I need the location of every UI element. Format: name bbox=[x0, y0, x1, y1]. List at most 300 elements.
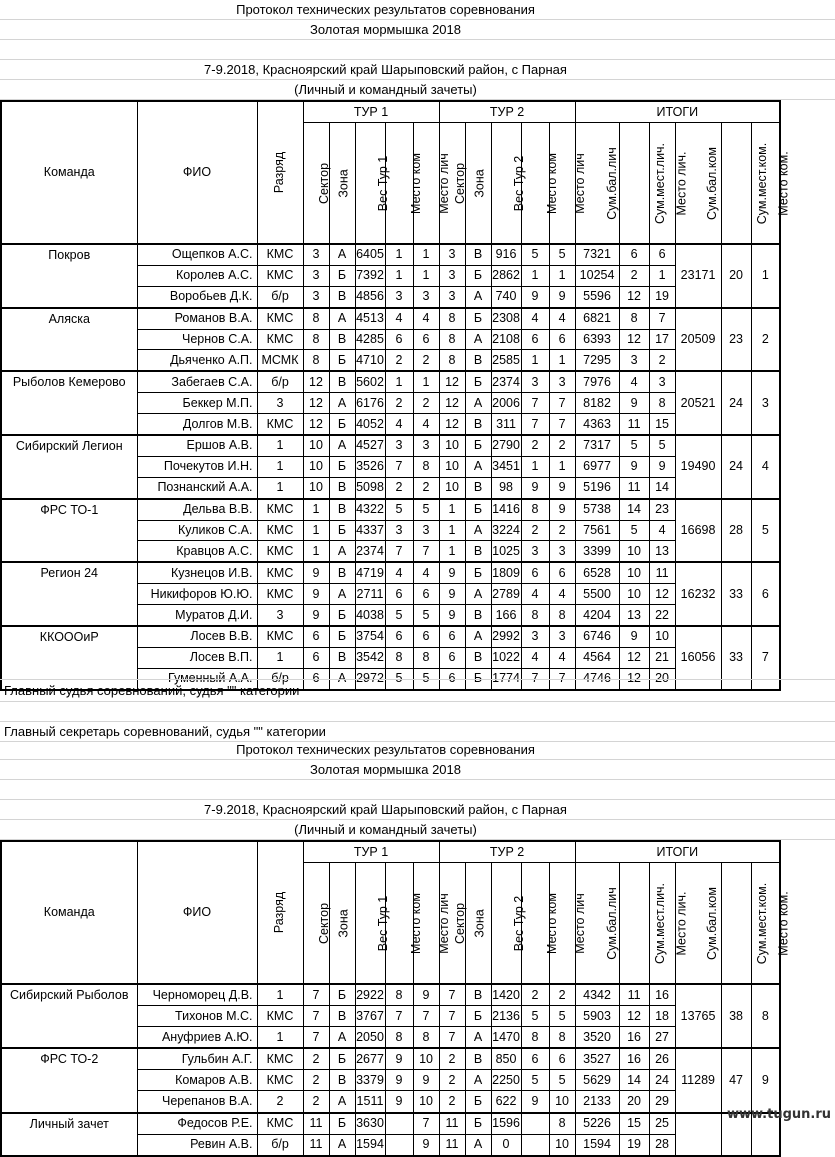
cell-value: 8 bbox=[521, 605, 549, 626]
team-sum-place: 47 bbox=[721, 1048, 751, 1112]
cell-value: 11 bbox=[303, 1134, 329, 1156]
participant-row bbox=[1, 308, 780, 329]
cell-value: 16 bbox=[619, 1048, 649, 1070]
subcol-header: Сум.мест.ком. bbox=[721, 863, 751, 985]
cell-value: 7 bbox=[303, 984, 329, 1006]
cell-value: 6 bbox=[439, 626, 465, 647]
cell-value: 10 bbox=[439, 477, 465, 498]
team-name: ФРС ТО-2 bbox=[1, 1048, 137, 1112]
subcol-header: Место лич bbox=[413, 863, 439, 985]
cell-value: 6 bbox=[549, 1048, 575, 1070]
cell-value: 4038 bbox=[355, 605, 385, 626]
team-sum-score: 16232 bbox=[675, 562, 721, 626]
team-sum-place: 38 bbox=[721, 984, 751, 1048]
protocol-title: Протокол технических результатов соревнования bbox=[236, 2, 535, 17]
participant-row bbox=[1, 562, 780, 583]
cell-value bbox=[521, 1134, 549, 1156]
cell-value: 7 bbox=[521, 393, 549, 414]
cell-value: 4285 bbox=[355, 329, 385, 350]
cell-value: 3 bbox=[385, 286, 413, 307]
participant-name: Беккер М.П. bbox=[137, 393, 257, 414]
cell-value: 4204 bbox=[575, 605, 619, 626]
cell-value: 3 bbox=[549, 541, 575, 562]
cell-value: 4052 bbox=[355, 414, 385, 435]
cell-value: 12 bbox=[439, 371, 465, 392]
cell-value: 12 bbox=[619, 329, 649, 350]
cell-value: 6176 bbox=[355, 393, 385, 414]
cell-value: 1 bbox=[439, 499, 465, 520]
cell-value: 4 bbox=[413, 562, 439, 583]
subcol-header: Сум.мест.лич. bbox=[619, 863, 649, 985]
cell-value: 5 bbox=[549, 1070, 575, 1091]
cell-value: 6 bbox=[413, 584, 439, 605]
tour1-header: ТУР 1 bbox=[303, 841, 439, 863]
participant-name: Гульбин А.Г. bbox=[137, 1048, 257, 1070]
cell-value: 5 bbox=[549, 1006, 575, 1027]
subcol-header: Место лич bbox=[549, 863, 575, 985]
cell-value: 9 bbox=[549, 286, 575, 307]
cell-value: 7 bbox=[521, 668, 549, 689]
participant-name: Дельва В.В. bbox=[137, 499, 257, 520]
subcol-header: Место лич. bbox=[649, 863, 675, 985]
subcol-header: Сектор bbox=[303, 123, 329, 245]
cell-value: 13 bbox=[649, 541, 675, 562]
cell-value: 24 bbox=[649, 1070, 675, 1091]
chief-judge-line: Главный судья соревнований, судья "" категории bbox=[4, 683, 300, 698]
subcol-header: Зона bbox=[465, 123, 491, 245]
participant-name: Долгов М.В. bbox=[137, 414, 257, 435]
cell-value: 1 bbox=[257, 984, 303, 1006]
cell-value: 11 bbox=[619, 477, 649, 498]
cell-value: 3 bbox=[303, 265, 329, 286]
secretary-row bbox=[0, 722, 835, 742]
title-row-1b bbox=[0, 740, 835, 760]
cell-value: 3 bbox=[521, 541, 549, 562]
cell-value: КМС bbox=[257, 1070, 303, 1091]
site-watermark: www.tugun.ru bbox=[726, 1107, 831, 1122]
cell-value: А bbox=[329, 1091, 355, 1113]
cell-value: 11 bbox=[649, 562, 675, 583]
cell-value: 166 bbox=[491, 605, 521, 626]
scope-line-2: (Личный и командный зачеты) bbox=[294, 822, 477, 837]
cell-value: 7 bbox=[385, 541, 413, 562]
cell-value: 10 bbox=[413, 1048, 439, 1070]
cell-value: 1 bbox=[385, 265, 413, 286]
cell-value: 6 bbox=[385, 329, 413, 350]
participant-name: Федосов Р.Е. bbox=[137, 1113, 257, 1135]
cell-value: 22 bbox=[649, 605, 675, 626]
cell-value: 12 bbox=[619, 286, 649, 307]
cell-value: КМС bbox=[257, 1048, 303, 1070]
cell-value: Б bbox=[465, 1113, 491, 1135]
cell-value: 12 bbox=[303, 414, 329, 435]
cell-value: 2992 bbox=[491, 626, 521, 647]
cell-value: 3 bbox=[413, 520, 439, 541]
cell-value: 4342 bbox=[575, 984, 619, 1006]
cell-value: 2862 bbox=[491, 265, 521, 286]
cell-value: 25 bbox=[649, 1113, 675, 1135]
subcol-header: Место лич bbox=[549, 123, 575, 245]
cell-value: 5 bbox=[385, 499, 413, 520]
cell-value: МСМК bbox=[257, 350, 303, 371]
cell-value: 3 bbox=[257, 605, 303, 626]
cell-value: А bbox=[465, 626, 491, 647]
participant-name: Муратов Д.И. bbox=[137, 605, 257, 626]
cell-value: 3767 bbox=[355, 1006, 385, 1027]
cell-value: 6977 bbox=[575, 456, 619, 477]
cell-value: 5738 bbox=[575, 499, 619, 520]
cell-value: 8 bbox=[303, 350, 329, 371]
col-fio-header: ФИО bbox=[137, 841, 257, 984]
subcol-header: Зона bbox=[465, 863, 491, 985]
cell-value: 6 bbox=[303, 668, 329, 689]
cell-value: 4 bbox=[385, 308, 413, 329]
team-name: ФРС ТО-1 bbox=[1, 499, 137, 563]
cell-value: 1 bbox=[413, 265, 439, 286]
cell-value: 2 bbox=[413, 350, 439, 371]
cell-value: 8 bbox=[619, 308, 649, 329]
cell-value: 1416 bbox=[491, 499, 521, 520]
cell-value: 4719 bbox=[355, 562, 385, 583]
cell-value: 9 bbox=[619, 626, 649, 647]
cell-value: Б bbox=[465, 435, 491, 456]
cell-value: 8 bbox=[413, 1027, 439, 1049]
cell-value: 2 bbox=[521, 984, 549, 1006]
cell-value: А bbox=[465, 393, 491, 414]
cell-value: Б bbox=[465, 1091, 491, 1113]
cell-value: 1596 bbox=[491, 1113, 521, 1135]
cell-value: 5 bbox=[413, 499, 439, 520]
cell-value: 1 bbox=[385, 371, 413, 392]
cell-value: В bbox=[329, 371, 355, 392]
team-place: 7 bbox=[751, 626, 780, 690]
cell-value: 5098 bbox=[355, 477, 385, 498]
totals-header: ИТОГИ bbox=[575, 101, 780, 123]
cell-value: 2677 bbox=[355, 1048, 385, 1070]
cell-value: КМС bbox=[257, 308, 303, 329]
cell-value: б/р bbox=[257, 668, 303, 689]
cell-value: 8 bbox=[439, 329, 465, 350]
empty-row bbox=[0, 40, 835, 60]
participant-name: Чернов С.А. bbox=[137, 329, 257, 350]
cell-value: 8 bbox=[549, 605, 575, 626]
results-table bbox=[0, 840, 791, 1157]
cell-value: 1025 bbox=[491, 541, 521, 562]
cell-value: 5 bbox=[521, 1070, 549, 1091]
cell-value: 4746 bbox=[575, 668, 619, 689]
cell-value: 13 bbox=[619, 605, 649, 626]
cell-value: 2136 bbox=[491, 1006, 521, 1027]
participant-row bbox=[1, 1113, 780, 1135]
participant-name: Тихонов М.С. bbox=[137, 1006, 257, 1027]
cell-value: 2 bbox=[303, 1070, 329, 1091]
cell-value: 26 bbox=[649, 1048, 675, 1070]
cell-value: 10 bbox=[619, 562, 649, 583]
cell-value: 2585 bbox=[491, 350, 521, 371]
team-sum-place: 23 bbox=[721, 308, 751, 372]
cell-value: 8 bbox=[439, 350, 465, 371]
cell-value: В bbox=[465, 350, 491, 371]
cell-value: 10 bbox=[303, 435, 329, 456]
results-table-1-wrap bbox=[0, 100, 791, 691]
col-team-header: Команда bbox=[1, 101, 137, 244]
cell-value: 6746 bbox=[575, 626, 619, 647]
cell-value: 1 bbox=[413, 371, 439, 392]
cell-value: А bbox=[329, 1027, 355, 1049]
cell-value: 27 bbox=[649, 1027, 675, 1049]
cell-value: 19 bbox=[649, 286, 675, 307]
col-fio-header: ФИО bbox=[137, 101, 257, 244]
participant-name: Ануфриев А.Ю. bbox=[137, 1027, 257, 1049]
cell-value: 2 bbox=[257, 1091, 303, 1113]
cell-value: 4 bbox=[549, 647, 575, 668]
cell-value: 1420 bbox=[491, 984, 521, 1006]
cell-value: 4 bbox=[521, 308, 549, 329]
cell-value: 11 bbox=[439, 1134, 465, 1156]
empty-row bbox=[0, 702, 835, 722]
cell-value: 1 bbox=[439, 520, 465, 541]
participant-name: Лосев В.В. bbox=[137, 626, 257, 647]
cell-value: А bbox=[465, 1027, 491, 1049]
cell-value: 1 bbox=[521, 350, 549, 371]
subcol-header: Место ком bbox=[521, 123, 549, 245]
cell-value: 7 bbox=[439, 1006, 465, 1027]
cell-value: 6 bbox=[549, 329, 575, 350]
cell-value: В bbox=[329, 329, 355, 350]
cell-value: 7392 bbox=[355, 265, 385, 286]
empty-row bbox=[0, 658, 835, 680]
participant-row bbox=[1, 984, 780, 1006]
results-table bbox=[0, 100, 791, 691]
participant-name: Кравцов А.С. bbox=[137, 541, 257, 562]
cell-value: В bbox=[329, 562, 355, 583]
cell-value: Б bbox=[465, 668, 491, 689]
cell-value: 4 bbox=[413, 414, 439, 435]
cell-value: 7 bbox=[413, 1113, 439, 1135]
cell-value: Б bbox=[465, 562, 491, 583]
cell-value: 5 bbox=[413, 605, 439, 626]
cell-value: А bbox=[329, 1134, 355, 1156]
cell-value: 6 bbox=[385, 584, 413, 605]
cell-value: 14 bbox=[619, 499, 649, 520]
title-row-2b bbox=[0, 760, 835, 780]
subcol-header: Место ком. bbox=[751, 863, 780, 985]
cell-value: 12 bbox=[439, 414, 465, 435]
cell-value: 2 bbox=[549, 435, 575, 456]
team-name: Покров bbox=[1, 244, 137, 308]
cell-value: 5 bbox=[619, 435, 649, 456]
participant-name: Комаров А.В. bbox=[137, 1070, 257, 1091]
cell-value: 7976 bbox=[575, 371, 619, 392]
cell-value: 6 bbox=[303, 626, 329, 647]
team-place: 4 bbox=[751, 435, 780, 499]
cell-value: 28 bbox=[649, 1134, 675, 1156]
cell-value: КМС bbox=[257, 265, 303, 286]
cell-value: 8 bbox=[303, 308, 329, 329]
cell-value: 2 bbox=[549, 984, 575, 1006]
cell-value: 1511 bbox=[355, 1091, 385, 1113]
cell-value: Б bbox=[465, 308, 491, 329]
team-sum-place: 33 bbox=[721, 562, 751, 626]
cell-value: 9 bbox=[521, 1091, 549, 1113]
cell-value: 5 bbox=[521, 1006, 549, 1027]
cell-value: 9 bbox=[413, 1070, 439, 1091]
cell-value: 6 bbox=[413, 626, 439, 647]
place-row-2 bbox=[0, 800, 835, 820]
cell-value: 3224 bbox=[491, 520, 521, 541]
cell-value: 4856 bbox=[355, 286, 385, 307]
cell-value: А bbox=[465, 329, 491, 350]
participant-row bbox=[1, 499, 780, 520]
cell-value: 5 bbox=[549, 244, 575, 265]
participant-name: Романов В.А. bbox=[137, 308, 257, 329]
cell-value: 5226 bbox=[575, 1113, 619, 1135]
cell-value: 7 bbox=[439, 1027, 465, 1049]
cell-value: 5629 bbox=[575, 1070, 619, 1091]
cell-value: 7561 bbox=[575, 520, 619, 541]
cell-value: 98 bbox=[491, 477, 521, 498]
cell-value: 3 bbox=[385, 520, 413, 541]
cell-value: Б bbox=[329, 984, 355, 1006]
cell-value: КМС bbox=[257, 329, 303, 350]
team-sum-score: 20521 bbox=[675, 371, 721, 435]
cell-value: А bbox=[329, 435, 355, 456]
cell-value: 1470 bbox=[491, 1027, 521, 1049]
team-sum-score: 23171 bbox=[675, 244, 721, 308]
cell-value: 8 bbox=[439, 308, 465, 329]
participant-row bbox=[1, 1048, 780, 1070]
participant-name: Гуменный А.А. bbox=[137, 668, 257, 689]
empty-row bbox=[0, 780, 835, 800]
cell-value: 3399 bbox=[575, 541, 619, 562]
cell-value: 4 bbox=[385, 414, 413, 435]
cell-value: 1 bbox=[413, 244, 439, 265]
cell-value: 3 bbox=[549, 371, 575, 392]
cell-value: 6393 bbox=[575, 329, 619, 350]
cell-value: Б bbox=[329, 414, 355, 435]
cell-value: 7 bbox=[413, 541, 439, 562]
cell-value: А bbox=[465, 584, 491, 605]
cell-value: КМС bbox=[257, 562, 303, 583]
cell-value: 9 bbox=[385, 1048, 413, 1070]
col-team-header: Команда bbox=[1, 841, 137, 984]
subcol-header: Место лич. bbox=[649, 123, 675, 245]
cell-value: 7 bbox=[649, 308, 675, 329]
cell-value: 9 bbox=[549, 477, 575, 498]
cell-value: 4513 bbox=[355, 308, 385, 329]
subcol-header: Зона bbox=[329, 123, 355, 245]
cell-value: 9 bbox=[439, 584, 465, 605]
cell-value: 9 bbox=[619, 393, 649, 414]
team-sum-place: 28 bbox=[721, 499, 751, 563]
team-name: Регион 24 bbox=[1, 562, 137, 626]
cell-value: 9 bbox=[303, 562, 329, 583]
cell-value: 5 bbox=[619, 520, 649, 541]
competition-name-2: Золотая мормышка 2018 bbox=[309, 762, 461, 777]
cell-value: 11 bbox=[619, 414, 649, 435]
cell-value bbox=[521, 1113, 549, 1135]
cell-value: 9 bbox=[413, 1134, 439, 1156]
cell-value: 5 bbox=[413, 668, 439, 689]
results-table-2-wrap bbox=[0, 840, 791, 1157]
subcol-header: Место ком bbox=[385, 863, 413, 985]
cell-value: В bbox=[465, 984, 491, 1006]
participant-name: Черноморец Д.В. bbox=[137, 984, 257, 1006]
cell-value: 8182 bbox=[575, 393, 619, 414]
competition-name: Золотая мормышка 2018 bbox=[309, 22, 461, 37]
team-name: Сибирский Рыболов bbox=[1, 984, 137, 1048]
cell-value: 4322 bbox=[355, 499, 385, 520]
cell-value: 8 bbox=[385, 1027, 413, 1049]
header-row bbox=[1, 841, 780, 863]
subcol-header: Сектор bbox=[303, 863, 329, 985]
cell-value: 2308 bbox=[491, 308, 521, 329]
cell-value: 12 bbox=[619, 668, 649, 689]
cell-value: 10 bbox=[439, 456, 465, 477]
cell-value: 2 bbox=[439, 1048, 465, 1070]
subcol-header: Вес Тур 1 bbox=[355, 123, 385, 245]
cell-value: 4 bbox=[413, 308, 439, 329]
cell-value: 6 bbox=[303, 647, 329, 668]
cell-value: 5 bbox=[385, 668, 413, 689]
cell-value: 2 bbox=[439, 1091, 465, 1113]
cell-value: 5500 bbox=[575, 584, 619, 605]
cell-value: 1594 bbox=[575, 1134, 619, 1156]
cell-value: Б bbox=[329, 520, 355, 541]
participant-name: Никифоров Ю.Ю. bbox=[137, 584, 257, 605]
scope-row bbox=[0, 80, 835, 100]
cell-value: 3 bbox=[413, 435, 439, 456]
cell-value: 622 bbox=[491, 1091, 521, 1113]
cell-value: 12 bbox=[619, 1006, 649, 1027]
cell-value: 6 bbox=[521, 1048, 549, 1070]
cell-value: 3 bbox=[303, 286, 329, 307]
col-rank-header: Разряд bbox=[257, 841, 303, 984]
cell-value: 10 bbox=[413, 1091, 439, 1113]
cell-value: 16 bbox=[649, 984, 675, 1006]
cell-value: 2 bbox=[549, 520, 575, 541]
cell-value: 15 bbox=[649, 414, 675, 435]
cell-value: 7 bbox=[549, 393, 575, 414]
cell-value: 6 bbox=[549, 562, 575, 583]
cell-value: 2133 bbox=[575, 1091, 619, 1113]
cell-value: 3 bbox=[413, 286, 439, 307]
cell-value: 18 bbox=[649, 1006, 675, 1027]
cell-value: 916 bbox=[491, 244, 521, 265]
cell-value: Б bbox=[329, 626, 355, 647]
cell-value: 29 bbox=[649, 1091, 675, 1113]
team-name: Сибирский Легион bbox=[1, 435, 137, 499]
cell-value: 3 bbox=[549, 626, 575, 647]
cell-value: 7 bbox=[549, 414, 575, 435]
cell-value: В bbox=[465, 647, 491, 668]
cell-value: 1594 bbox=[355, 1134, 385, 1156]
cell-value: 6 bbox=[439, 647, 465, 668]
cell-value: 3 bbox=[619, 350, 649, 371]
cell-value: 14 bbox=[619, 1070, 649, 1091]
cell-value: 311 bbox=[491, 414, 521, 435]
subcol-header: Место ком bbox=[521, 863, 549, 985]
participant-name: Куликов С.А. bbox=[137, 520, 257, 541]
cell-value: 1 bbox=[549, 350, 575, 371]
cell-value: 6 bbox=[619, 244, 649, 265]
cell-value: А bbox=[465, 286, 491, 307]
cell-value: 1 bbox=[521, 265, 549, 286]
cell-value: КМС bbox=[257, 1006, 303, 1027]
cell-value: 8 bbox=[303, 329, 329, 350]
cell-value: 3 bbox=[439, 244, 465, 265]
team-sum-place: 33 bbox=[721, 626, 751, 690]
